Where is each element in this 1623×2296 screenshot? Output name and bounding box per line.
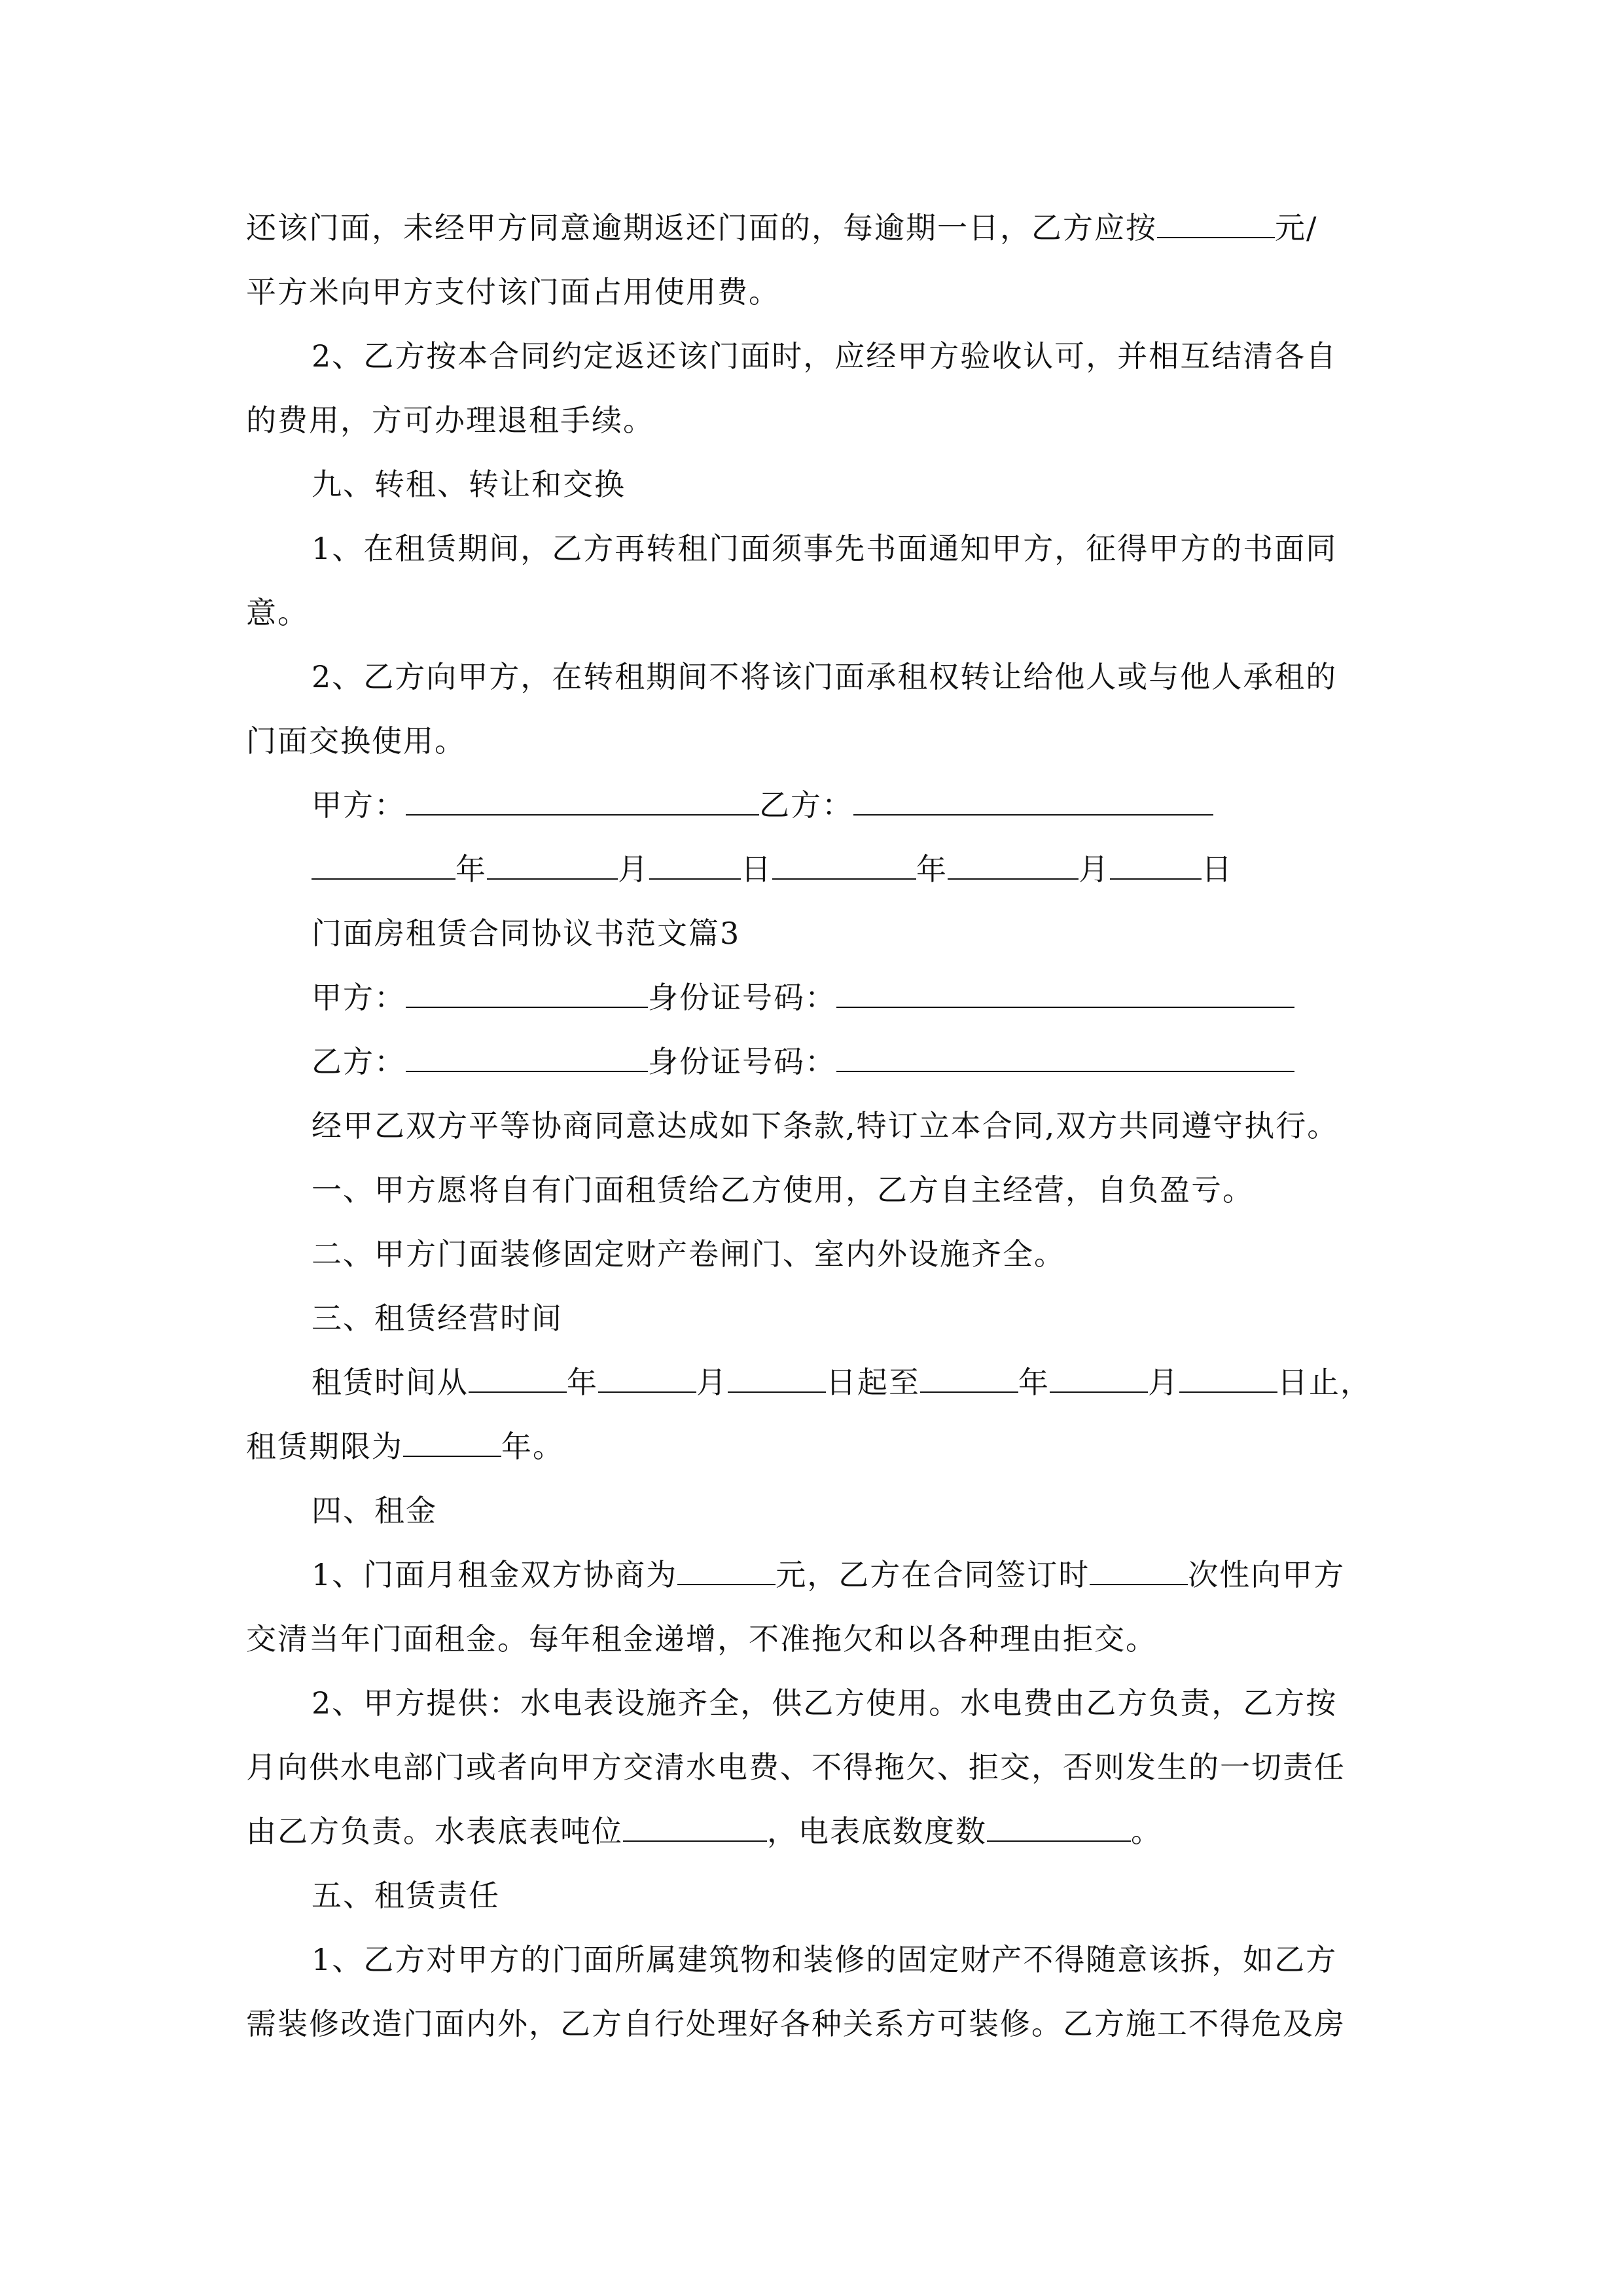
text-segment: 年 [567,1365,598,1400]
text-segment: 月 [1079,852,1110,887]
text-line [312,1363,1372,1402]
text-line: 意。 [246,595,309,630]
party-a-label: 甲方： [312,787,406,823]
blank-field [403,1427,501,1457]
blank-field [598,1363,696,1393]
section-heading: 五、租赁责任 [312,1878,500,1913]
text-segment: 年 [455,852,487,887]
text-line: 交清当年门面租金。每年租金递增，不准拖欠和以各种理由拒交。 [246,1621,1157,1657]
text-line [246,208,1318,247]
blank-field [406,785,759,816]
text-segment: 月 [1148,1365,1179,1400]
text-segment: 月 [696,1365,728,1400]
text-line [312,1555,1345,1594]
text-line: 1、在租赁期间，乙方再转租门面须事先书面通知甲方，征得甲方的书面同 [312,531,1338,566]
signature-line [312,785,1213,825]
text-segment: 次性向甲方 [1188,1557,1346,1592]
text-segment: 日止， [1277,1365,1372,1400]
text-segment: 年。 [501,1429,564,1464]
blank-field [1090,1555,1188,1585]
text-line: 的费用，方可办理退租手续。 [246,403,654,438]
text-line: 二、甲方门面装修固定财产卷闸门、室内外设施齐全。 [312,1236,1065,1272]
blank-field [312,850,455,880]
text-line: 一、甲方愿将自有门面租赁给乙方使用，乙方自主经营，自负盈亏。 [312,1172,1254,1208]
text-line: 1、乙方对甲方的门面所属建筑物和装修的固定财产不得随意该拆，如乙方 [312,1942,1338,1977]
text-line: 平方米向甲方支付该门面占用使用费。 [246,274,780,310]
text-segment: 日 [741,852,772,887]
section-heading: 三、租赁经营时间 [312,1300,563,1336]
text-segment: 日 [1202,852,1233,887]
blank-field [920,1363,1018,1393]
blank-field [1179,1363,1277,1393]
party-b-label: 乙方： [312,1044,406,1079]
blank-field [1110,850,1202,880]
text-segment: 1、门面月租金双方协商为 [312,1557,678,1592]
section-heading: 四、租金 [312,1493,437,1528]
blank-field [836,1042,1294,1072]
text-line [246,1427,564,1466]
blank-field [987,1812,1131,1842]
text-segment: 租赁时间从 [312,1365,469,1400]
text-line: 经甲乙双方平等协商同意达成如下条款,特订立本合同,双方共同遵守执行。 [312,1108,1339,1143]
blank-field [487,850,618,880]
text-line: 门面交换使用。 [246,723,466,759]
text-segment: 。 [1131,1814,1162,1849]
blank-field [772,850,916,880]
text-line: 2、乙方按本合同约定返还该门面时，应经甲方验收认可，并相互结清各自 [312,338,1338,374]
blank-field [728,1363,826,1393]
id-number-label: 身份证号码： [648,980,836,1015]
blank-field [677,1555,776,1585]
text-line: 2、甲方提供：水电表设施齐全，供乙方使用。水电费由乙方负责，乙方按 [312,1685,1338,1721]
text-segment: 由乙方负责。水表底表吨位 [246,1814,623,1849]
text-segment: 元/ [1275,210,1318,245]
article-title: 门面房租赁合同协议书范文篇3 [312,916,741,951]
party-line [312,1042,1294,1081]
text-segment: 月 [618,852,649,887]
text-line: 月向供水电部门或者向甲方交清水电费、不得拖欠、拒交，否则发生的一切责任 [246,1749,1346,1785]
blank-field [948,850,1079,880]
blank-field [469,1363,567,1393]
text-segment: 年 [1018,1365,1050,1400]
text-segment: 日起至 [826,1365,920,1400]
party-line [312,978,1294,1017]
blank-field [406,1042,648,1072]
blank-field [623,1812,767,1842]
party-a-label: 甲方： [312,980,406,1015]
text-segment: 还该门面，未经甲方同意逾期返还门面的，每逾期一日，乙方应按 [246,210,1157,245]
text-line [246,1812,1162,1851]
text-line: 2、乙方向甲方，在转租期间不将该门面承租权转让给他人或与他人承租的 [312,659,1338,694]
date-line [312,850,1233,889]
text-segment: 元，乙方在合同签订时 [776,1557,1090,1592]
text-segment: 租赁期限为 [246,1429,403,1464]
blank-field [649,850,741,880]
section-heading: 九、转租、转让和交换 [312,467,626,502]
blank-field [853,785,1213,816]
text-line: 需装修改造门面内外，乙方自行处理好各种关系方可装修。乙方施工不得危及房 [246,2006,1346,2041]
blank-field [1157,208,1275,238]
text-segment: 年 [916,852,948,887]
text-segment: ，电表底数度数 [767,1814,987,1849]
id-number-label: 身份证号码： [648,1044,836,1079]
blank-field [1050,1363,1148,1393]
blank-field [406,978,648,1008]
party-b-label: 乙方： [759,787,853,823]
blank-field [836,978,1294,1008]
